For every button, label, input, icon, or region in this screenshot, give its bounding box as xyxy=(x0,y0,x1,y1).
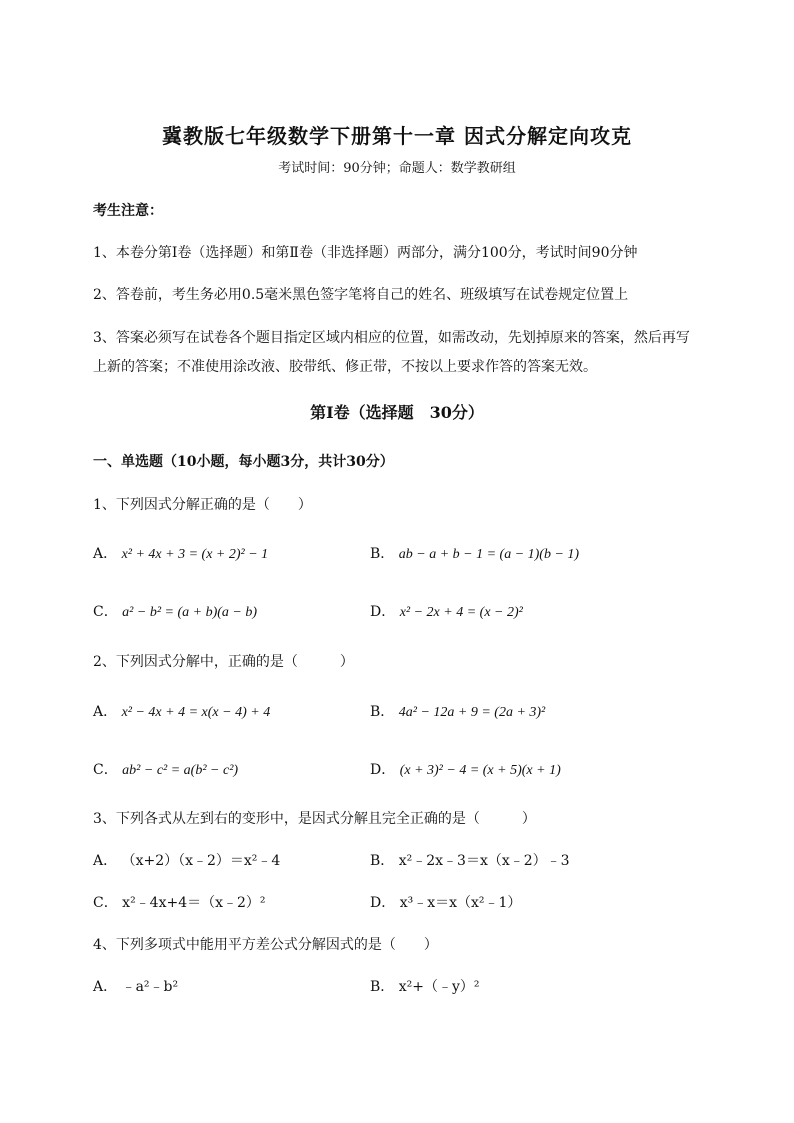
option-text: ab² − c² = a(b² − c²) xyxy=(122,763,239,778)
question-3-option-a[interactable] xyxy=(93,850,280,870)
question-3-option-d[interactable] xyxy=(370,892,521,912)
question-1-option-c[interactable] xyxy=(93,601,257,621)
option-label: B． xyxy=(370,546,395,562)
option-text: x² + 4x + 3 = (x + 2)² − 1 xyxy=(121,547,269,562)
question-3-option-c[interactable] xyxy=(93,892,266,912)
question-4-option-b[interactable] xyxy=(370,976,480,996)
question-3-option-b[interactable] xyxy=(370,850,570,870)
option-label: D． xyxy=(370,895,396,911)
option-text: x² − 4x + 4 = x(x − 4) + 4 xyxy=(121,705,271,720)
option-text: x²﹣4x+4＝（x﹣2）² xyxy=(122,895,266,911)
option-label: D． xyxy=(370,762,396,778)
option-label: A． xyxy=(93,979,118,995)
option-text: x³﹣x＝x（x²﹣1） xyxy=(399,895,522,911)
option-label: A． xyxy=(93,546,118,562)
part-title: 一、单选题（10小题，每小题3分，共计30分） xyxy=(93,454,394,470)
option-text: x² − 2x + 4 = (x − 2)² xyxy=(399,605,523,620)
question-2-stem: 2、下列因式分解中，正确的是（ ） xyxy=(93,654,354,670)
notice-heading: 考生注意： xyxy=(93,203,163,219)
section-title: 第I卷（选择题 30分） xyxy=(310,403,484,422)
question-2-option-c[interactable] xyxy=(93,759,238,779)
option-label: B． xyxy=(370,853,395,869)
option-text: x²+（﹣y）² xyxy=(398,979,480,995)
option-text: (x + 3)² − 4 = (x + 5)(x + 1) xyxy=(399,763,561,778)
question-4-option-a[interactable] xyxy=(93,976,178,996)
option-label: C． xyxy=(93,762,118,778)
exam-subtitle: 考试时间：90分钟；命题人：数学教研组 xyxy=(278,161,516,176)
question-1-option-d[interactable] xyxy=(370,601,523,621)
question-3-stem: 3、下列各式从左到右的变形中，是因式分解且完全正确的是（ ） xyxy=(93,811,536,827)
notice-item-2: 2、答卷前，考生务必用0.5毫米黑色签字笔将自己的姓名、班级填写在试卷规定位置上 xyxy=(93,287,629,303)
option-text: ab − a + b − 1 = (a − 1)(b − 1) xyxy=(398,547,580,562)
option-label: C． xyxy=(93,604,118,620)
option-label: B． xyxy=(370,979,395,995)
question-1-option-a[interactable] xyxy=(93,543,268,563)
question-1-stem: 1、下列因式分解正确的是（ ） xyxy=(93,497,312,513)
option-label: B． xyxy=(370,704,395,720)
option-label: D． xyxy=(370,604,396,620)
option-text: 4a² − 12a + 9 = (2a + 3)² xyxy=(398,705,546,720)
option-label: C． xyxy=(93,895,118,911)
question-2-option-a[interactable] xyxy=(93,701,270,721)
option-text: ﹣a²﹣b² xyxy=(121,979,179,995)
question-2-option-b[interactable] xyxy=(370,701,545,721)
option-text: x²﹣2x﹣3＝x（x﹣2）﹣3 xyxy=(398,853,570,869)
notice-item-1: 1、本卷分第I卷（选择题）和第Ⅱ卷（非选择题）两部分，满分100分，考试时间90分钟 xyxy=(93,245,638,261)
exam-title: 冀教版七年级数学下册第十一章 因式分解定向攻克 xyxy=(162,124,632,148)
question-1-option-b[interactable] xyxy=(370,543,579,563)
notice-item-3: 3、答案必须写在试卷各个题目指定区域内相应的位置，如需改动，先划掉原来的答案，然后再写上新的答案；不准使用涂改液、胶带纸、修正带，不按以上要求作答的答案无效。 xyxy=(93,330,690,375)
option-text: （x+2）（x﹣2）＝x²﹣4 xyxy=(121,853,281,869)
question-4-stem: 4、下列多项式中能用平方差公式分解因式的是（ ） xyxy=(93,937,438,953)
option-label: A． xyxy=(93,704,118,720)
question-2-option-d[interactable] xyxy=(370,759,561,779)
option-label: A． xyxy=(93,853,118,869)
option-text: a² − b² = (a + b)(a − b) xyxy=(122,605,258,620)
